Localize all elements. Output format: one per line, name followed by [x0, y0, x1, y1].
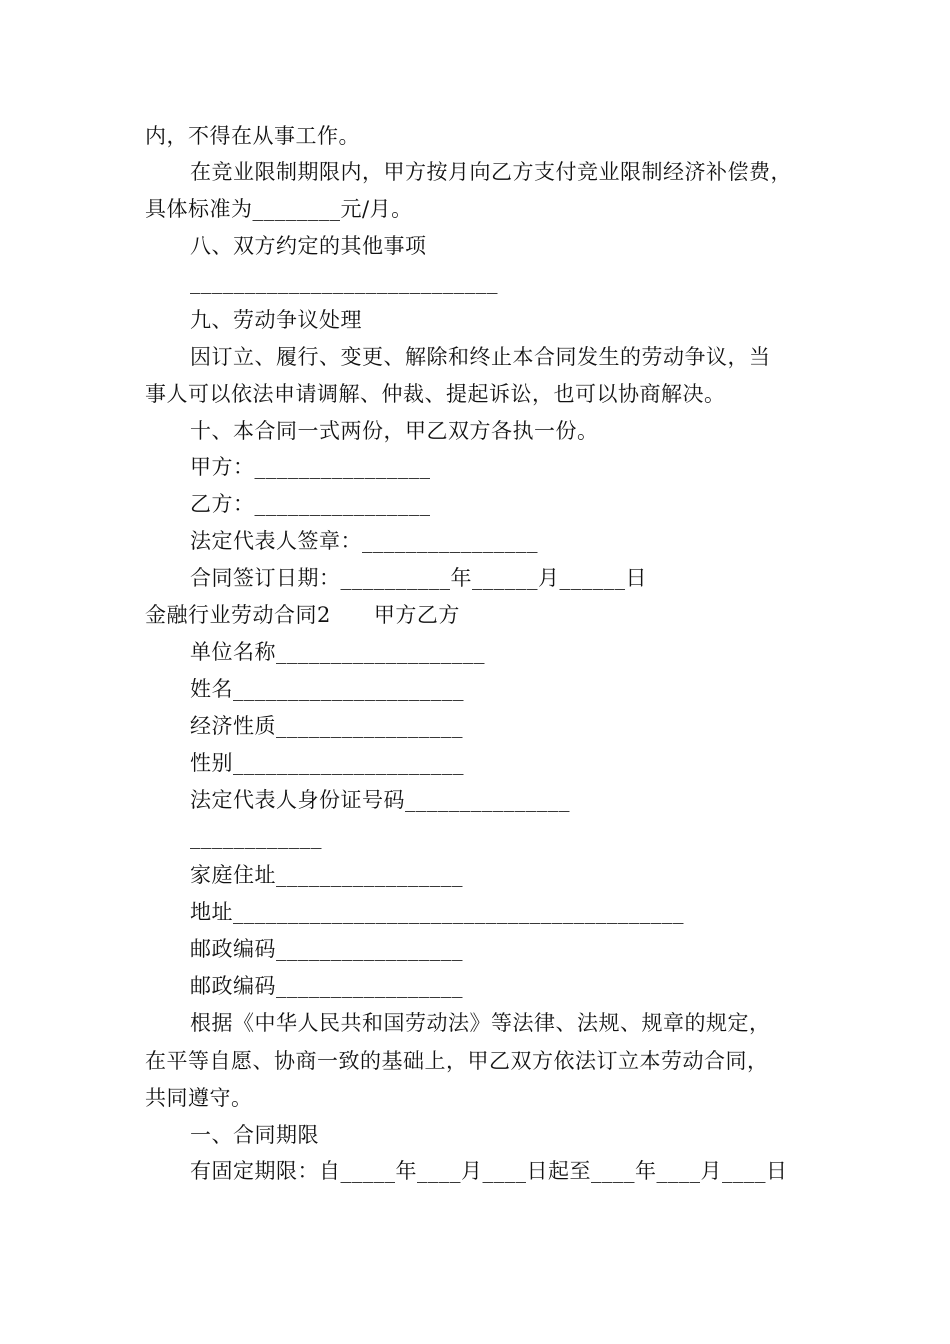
signature-field: 乙方：________________: [190, 492, 431, 516]
date-field: 有固定期限：自_____年____月____日起至____年____月____日: [190, 1159, 788, 1183]
form-field: 性别_____________________: [190, 751, 464, 775]
blank-line: ____________________________: [190, 270, 498, 294]
form-field: 邮政编码_________________: [190, 937, 463, 961]
text-line: 根据《中华人民共和国劳动法》等法律、法规、规章的规定，: [190, 1011, 771, 1035]
text-line: 事人可以依法申请调解、仲裁、提起诉讼，也可以协商解决。: [145, 382, 726, 406]
signature-field: 甲方：________________: [190, 455, 431, 479]
text-line: 在竞业限制期限内，甲方按月向乙方支付竞业限制经济补偿费，: [190, 160, 792, 184]
section-heading: 一、合同期限: [190, 1123, 319, 1147]
text-line: 具体标准为________元/月。: [145, 197, 413, 221]
form-field: 邮政编码_________________: [190, 974, 463, 998]
section-heading: 八、双方约定的其他事项: [190, 234, 427, 258]
form-field: 姓名_____________________: [190, 677, 464, 701]
document-title: 金融行业劳动合同2 甲方乙方: [145, 603, 460, 627]
section-heading: 十、本合同一式两份，甲乙双方各执一份。: [190, 419, 599, 443]
date-field: 合同签订日期：__________年______月______日: [190, 566, 647, 590]
text-line: 在平等自愿、协商一致的基础上，甲乙双方依法订立本劳动合同，: [145, 1049, 769, 1073]
signature-field: 法定代表人签章：________________: [190, 529, 538, 553]
form-field: 家庭住址_________________: [190, 863, 463, 887]
blank-line: ____________: [190, 825, 322, 849]
section-heading: 九、劳动争议处理: [190, 308, 362, 332]
text-line: 共同遵守。: [145, 1086, 253, 1110]
form-field: 单位名称___________________: [190, 640, 485, 664]
text-line: 因订立、履行、变更、解除和终止本合同发生的劳动争议，当: [190, 345, 771, 369]
text-line: 内，不得在从事工作。: [145, 124, 360, 148]
form-field: 经济性质_________________: [190, 714, 463, 738]
form-field: 法定代表人身份证号码_______________: [190, 788, 570, 812]
form-field: 地址_________________________________________: [190, 900, 684, 924]
